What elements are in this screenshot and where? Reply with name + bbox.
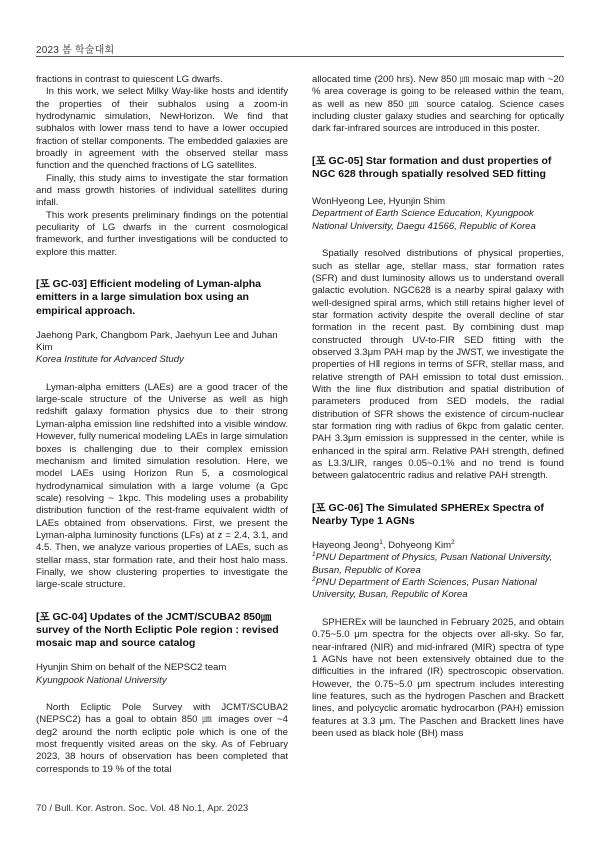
abstract-title-gc03: [포 GC-03] Efficient modeling of Lyman-alpha emitters in a large simulation box using an empirical approach. [36, 278, 262, 317]
affiliation-gc06-2 [312, 577, 564, 602]
author-name: Hayeong Jeong [312, 540, 380, 552]
affiliation-marker: 2 [312, 575, 316, 583]
affiliation-gc04: Kyungpook National University [36, 674, 167, 686]
authors-gc05: WonHyeong Lee, Hyunjin Shim [312, 196, 446, 208]
abstract-body-gc03: Lyman-alpha emitters (LAEs) are a good tracer of the large-scale structure of the Universe as well as high redshift galaxy formation physics due to their strong Lyman-alpha emission line redshifted into a visible window. However, fully numerical modeling LAEs in large simulation boxes is challenging due to their complex emission mechanism and limited simulation resolution. Here, we model LAEs using Horizon Run 5, a cosmological hydrodynamical simulation with a large volume (a Gpc scale) resolving ~ 1kpc. This modeling uses a probability distribution function of the rest-frame equivalent width of LAEs obtained from observations. First, we present the Lyman-alpha luminosity functions (LFs) at z = 2.4, 3.1, and 4.5. Then, we analyze various properties of LAEs, such as stellar mass, star formation rate, and their host halo mass. Finally, we show clustering properties to investigate the large-scale structure. [36, 381, 288, 591]
abstract-title-gc05: [포 GC-05] Star formation and dust properties of NGC 628 through spatially resolved SED fitting [312, 154, 552, 180]
affiliation-gc03: Korea Institute for Advanced Study [36, 354, 184, 366]
abstract-body-gc06: SPHEREx will be launched in February 2025, and obtain 0.75~5.0 μm spectra for the objects over all-sky. So far, near-infrared (NIR) and mid-infrared (MIR) spectra of type 1 AGNs have not been extensively obtained due to the difficulties in the infrared (IR) spectroscopic observation. However, the 0.75~5.0 μm spectrum includes interesting line features, such as the hydrogen Paschen and Brackett lines, and polycyclic aromatic hydrocarbon (PAH) emission features at 3.3 μm. The Paschen and Brackett lines have been used as black hole (BH) mass [312, 616, 564, 739]
abstract-body-gc05: Spatially resolved distributions of physical properties, such as stellar age, stellar mass, star formation rates (SFR) and dust luminosity allows us to understand overall galactic evolution. NGC628 is a nearby spiral galaxy with well-designed spiral arms, which still retains higher level of star formation activity despite the overall decline of star formation in the recent past. By combining dust map constructed through UV-to-FIR SED fitting with the observed 3.3μm PAH map by the JWST, we investigate the properties of HⅡ regions in terms of SFR, stellar mass, and relative strength of PAH emission to total dust emission. With the line flux distribution and spatial distribution of parameters produced from SED models, the radial distribution of SFR shows the existence of circum-nuclear star formation ring with radius of 6kpc from galatic center. PAH 3.3μm emission is suppressed in the center, while is enhanced in the spiral arm. Relative PAH strength, defined as L3.3/LIR, ranges 0.05~0.1% and no trend is found between galatocentric radius and relative PAH strength. [312, 248, 564, 482]
affiliation-gc06-1 [312, 552, 564, 577]
affiliation-marker: 1 [312, 551, 316, 559]
author-name: , Dohyeong Kim [382, 540, 452, 552]
affiliation-text: PNU Department of Earth Sciences, Pusan National University, Busan, Republic of Korea [312, 577, 537, 601]
affiliation-marker: 2 [451, 538, 455, 546]
abstract-title-gc06: [포 GC-06] The Simulated SPHEREx Spectra of Nearby Type 1 AGNs [312, 501, 544, 527]
running-header: 2023 봄 학술대회 [36, 45, 115, 56]
affiliation-gc05: Department of Earth Science Education, Kyungpook National University, Daegu 41566, Republic of Korea [312, 208, 536, 232]
affiliation-text: PNU Department of Physics, Pusan National University, Busan, Republic of Korea [312, 552, 553, 576]
body-paragraph: In this work, we select Milky Way-like hosts and identify the properties of their subhalos using a zoom-in hydrodynamic simulation, NewHorizon. We find that subhalos with lower mass tend to have a lower occupied fraction of stellar components. The embedded galaxies are broadly in agreement with the observed stellar mass function and the quenched fractions of LG satellites. [36, 86, 288, 172]
affiliation-marker: 1 [379, 538, 383, 546]
authors-gc06 [312, 540, 564, 552]
abstract-body-gc04: North Ecliptic Pole Survey with JCMT/SCUBA2 (NEPSC2) has a goal to obtain 850 ㎛ images over ~4 deg2 around the north ecliptic pole which is one of the most frequently visited areas on the sky. As of February 2023, 38 hours of observation has been completed that corresponds to 19 % of the total [36, 701, 288, 775]
right-column [312, 74, 564, 740]
page-footer: 70 / Bull. Kor. Astron. Soc. Vol. 48 No.1, Apr. 2023 [36, 803, 249, 814]
authors-gc04: Hyunjin Shim on behalf of the NEPSC2 team [36, 662, 227, 674]
left-column [36, 74, 288, 776]
authors-gc03: Jaehong Park, Changbom Park, Jaehyun Lee and Juhan Kim [36, 329, 278, 354]
continued-paragraph: allocated time (200 hrs). New 850 ㎛ mosaic map with ~20 % area coverage is going to be released within the team, as well as new 850 ㎛ source catalog. Science cases including cluster galaxy studies and searching for optically dark far-infrared sources are introduced in this poster. [312, 74, 564, 135]
body-paragraph: This work presents preliminary findings on the potential peculiarity of LG dwarfs in the current cosmological framework, and further investigations will be conducted to explore this matter. [36, 209, 288, 258]
header-rule [36, 56, 564, 57]
continued-paragraph: fractions in contrast to quiescent LG dwarfs. [36, 74, 223, 85]
body-paragraph: Finally, this study aims to investigate the star formation and mass growth histories of individual satellites during infall. [36, 172, 288, 209]
abstract-title-gc04: [포 GC-04] Updates of the JCMT/SCUBA2 850㎛ survey of the North Ecliptic Pole region : revised mosaic map and source catalog [36, 610, 279, 650]
